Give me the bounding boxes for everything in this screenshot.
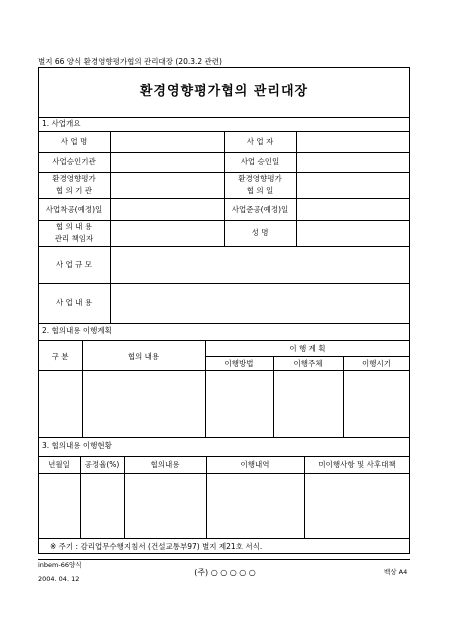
divider	[38, 456, 410, 457]
col-line	[296, 131, 297, 246]
label-start-date: 사업착공(예정)일	[45, 205, 103, 214]
col-progress: 공정율(%)	[84, 460, 120, 469]
row-line	[38, 323, 410, 324]
label-project-name: 사 업 명	[60, 137, 88, 146]
divider	[38, 117, 410, 118]
label-content: 사 업 내 용	[55, 298, 93, 307]
form-date: 2004. 04. 12	[38, 575, 80, 583]
label-approval-date: 사업 승인일	[240, 157, 280, 166]
col-unfulfilled: 미이행사항 및 사후대책	[318, 460, 396, 469]
label-approval-org: 사업승인기관	[52, 157, 96, 166]
row-line	[38, 538, 410, 539]
paper-size: 백상 A4	[384, 568, 408, 576]
page-title: 환경영향평가협의 관리대장	[139, 84, 309, 99]
col-time: 이행시기	[362, 359, 391, 368]
label-consult-org-line1: 환경영향평가	[52, 174, 96, 183]
note: ※ 주기 : 감리업무수행지침서 (건설교통부97) 별지 제21호 서식.	[50, 542, 263, 551]
footer-divider	[38, 559, 410, 560]
row-line	[205, 356, 410, 357]
col-line	[273, 356, 274, 437]
col-line	[343, 356, 344, 437]
label-end-date: 사업준공(예정)일	[231, 205, 289, 214]
form-label: 별지 66 양식 환경영향평가협의 관리대장 (20.3.2 관련)	[38, 57, 222, 66]
label-manager-line2: 관리 책임자	[54, 234, 94, 243]
row-line	[38, 473, 410, 474]
row-line	[38, 283, 410, 284]
col-method: 이행방법	[224, 359, 254, 368]
label-name: 성 명	[251, 228, 269, 237]
row-line	[38, 370, 410, 371]
label-manager-line1: 협 의 내 용	[55, 222, 93, 231]
label-project-owner: 사 업 자	[246, 137, 274, 146]
col-agent: 이행주체	[293, 359, 323, 368]
label-scale: 사 업 규 모	[55, 260, 93, 269]
col-date: 년월일	[48, 460, 70, 469]
section3-heading: 3. 협의내용 이행현황	[42, 441, 112, 450]
col-content: 협의 내용	[127, 352, 160, 361]
divider	[38, 340, 410, 341]
col-agreement-content: 협의내용	[150, 460, 180, 469]
section2-heading: 2. 협의내용 이행계획	[42, 326, 112, 335]
col-line	[110, 131, 111, 323]
form-code: inbem-66양식	[38, 561, 82, 569]
col-details: 이행내역	[240, 460, 270, 469]
label-consult-date-line1: 환경영향평가	[238, 174, 282, 183]
section1-heading: 1. 사업개요	[42, 119, 81, 128]
company-name: (주) ○ ○ ○ ○ ○	[194, 568, 256, 577]
col-category: 구 분	[51, 352, 69, 361]
row-line	[38, 437, 410, 438]
col-line	[205, 340, 206, 437]
label-consult-date-line2: 협 의 일	[246, 186, 274, 195]
label-consult-org-line2: 협 의 기 관	[55, 186, 93, 195]
row-line	[38, 246, 410, 247]
col-plan: 이 행 계 획	[289, 344, 326, 353]
